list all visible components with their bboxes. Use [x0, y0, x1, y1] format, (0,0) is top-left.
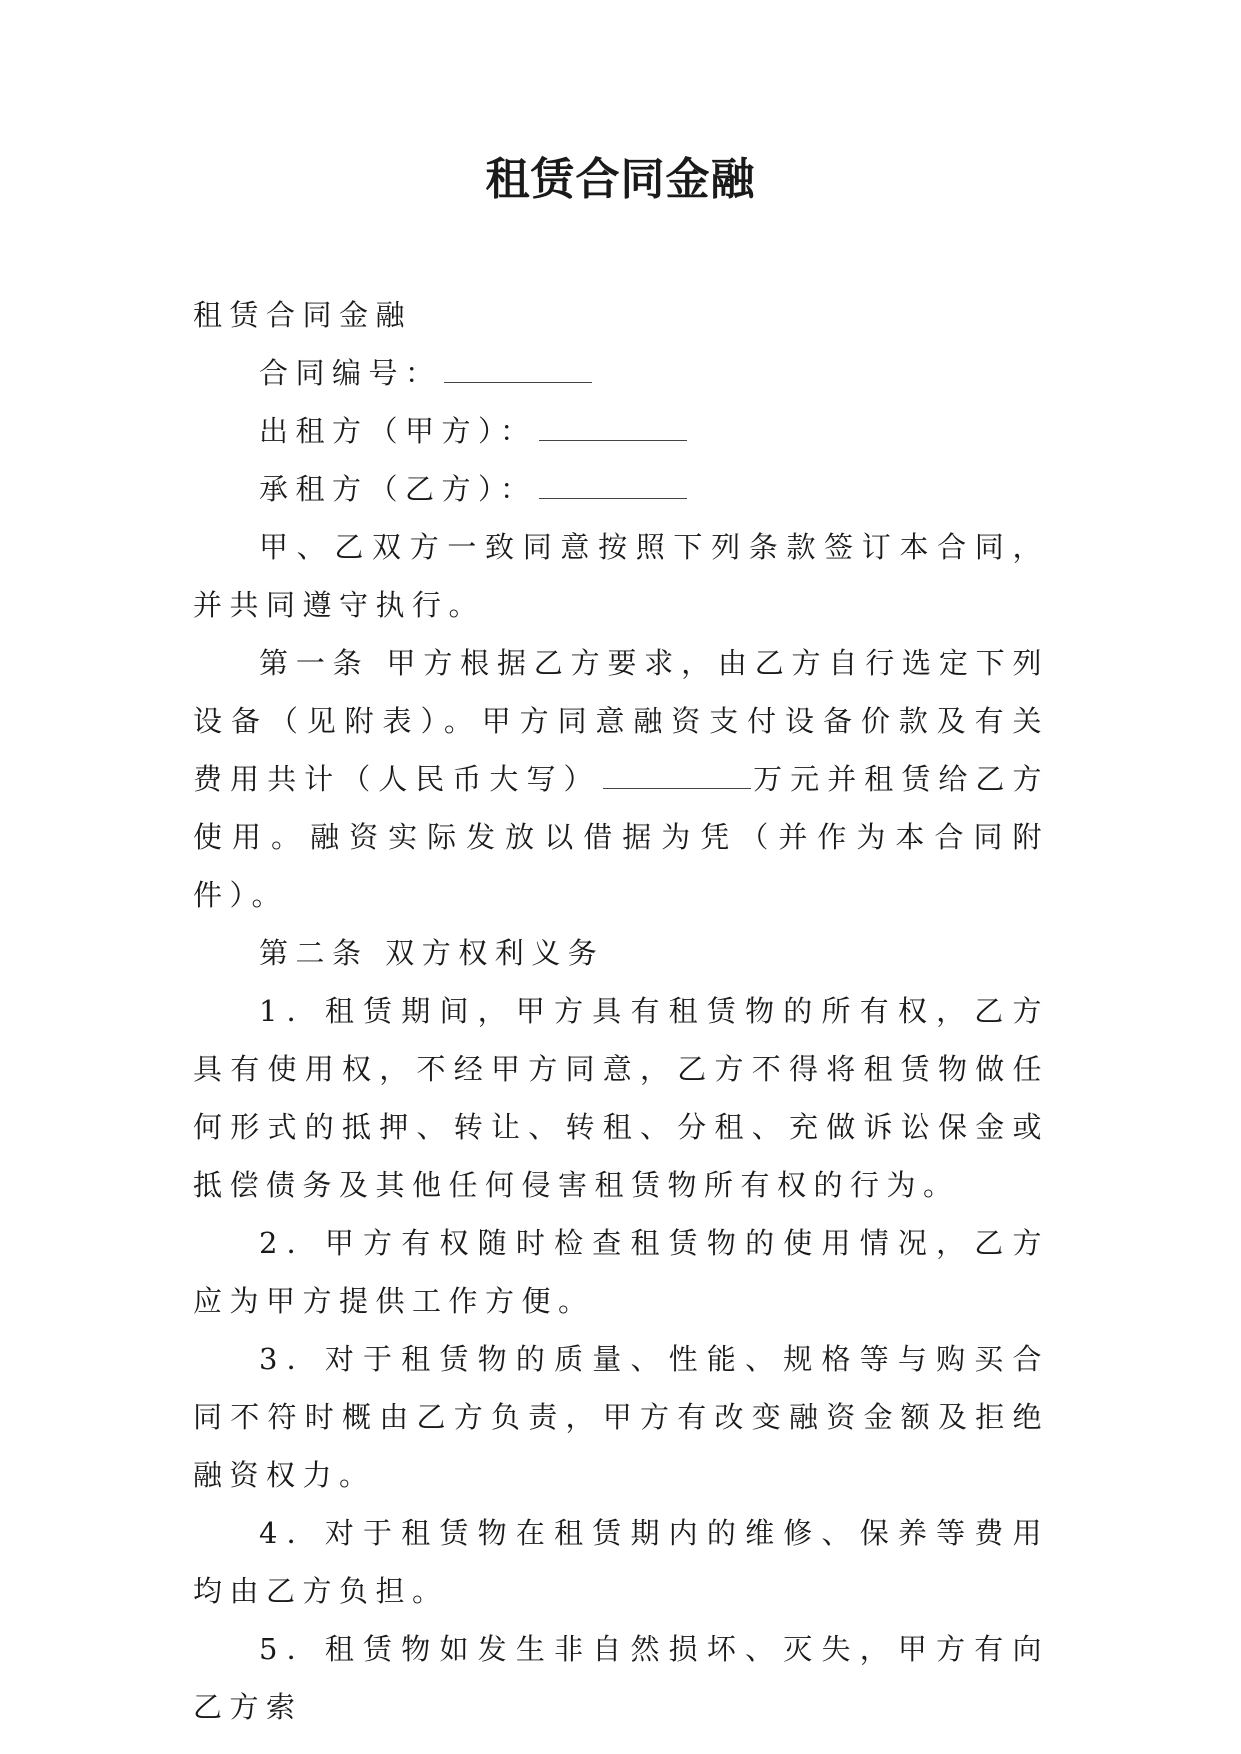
clause-5: 5．租赁物如发生非自然损坏、灭失，甲方有向乙方索	[193, 1632, 1049, 1724]
blank-line	[444, 356, 592, 383]
field-label: 出租方（甲方）：	[259, 414, 537, 448]
article-1-paragraph	[193, 634, 1049, 924]
clause-1: 1．租赁期间，甲方具有租赁物的所有权，乙方具有使用权，不经甲方同意，乙方不得将租赁物做任何形式的抵押、转让、转租、分租、充做诉讼保金或抵偿债务及其他任何侵害租赁物所有权的行为。	[193, 994, 1049, 1202]
document-subtitle: 租赁合同金融	[193, 298, 413, 332]
field-lessor	[193, 402, 1049, 460]
document-title: 租赁合同金融	[485, 154, 756, 205]
field-label: 承租方（乙方）：	[259, 472, 537, 506]
clause-2: 2．甲方有权随时检查租赁物的使用情况，乙方应为甲方提供工作方便。	[193, 1226, 1049, 1318]
article-1-text-a: 第一条 甲方根据乙方要求，由乙方自行选定下列设备（见附表）。甲方同意融资支付设备价款及有关费用共计（人民币大写）	[193, 646, 1049, 796]
field-lessee	[193, 460, 1049, 518]
field-contract-number	[193, 344, 1049, 402]
document-body	[193, 286, 1049, 1736]
field-label: 合同编号：	[259, 356, 442, 390]
amount-blank-line	[603, 762, 751, 789]
intro-paragraph: 甲、乙双方一致同意按照下列条款签订本合同，并共同遵守执行。	[193, 530, 1049, 622]
article-1-text-b: 万元并租赁给乙方使用。融资实际发放以借据为凭（并作为本合同附件）。	[193, 762, 1049, 912]
clause-4: 4．对于租赁物在租赁期内的维修、保养等费用均由乙方负担。	[193, 1516, 1049, 1608]
clause-3: 3．对于租赁物的质量、性能、规格等与购买合同不符时概由乙方负责，甲方有改变融资金额及拒绝融资权力。	[193, 1342, 1049, 1492]
blank-line	[539, 472, 687, 499]
article-2-heading: 第二条 双方权利义务	[259, 936, 605, 970]
blank-line	[539, 414, 687, 441]
